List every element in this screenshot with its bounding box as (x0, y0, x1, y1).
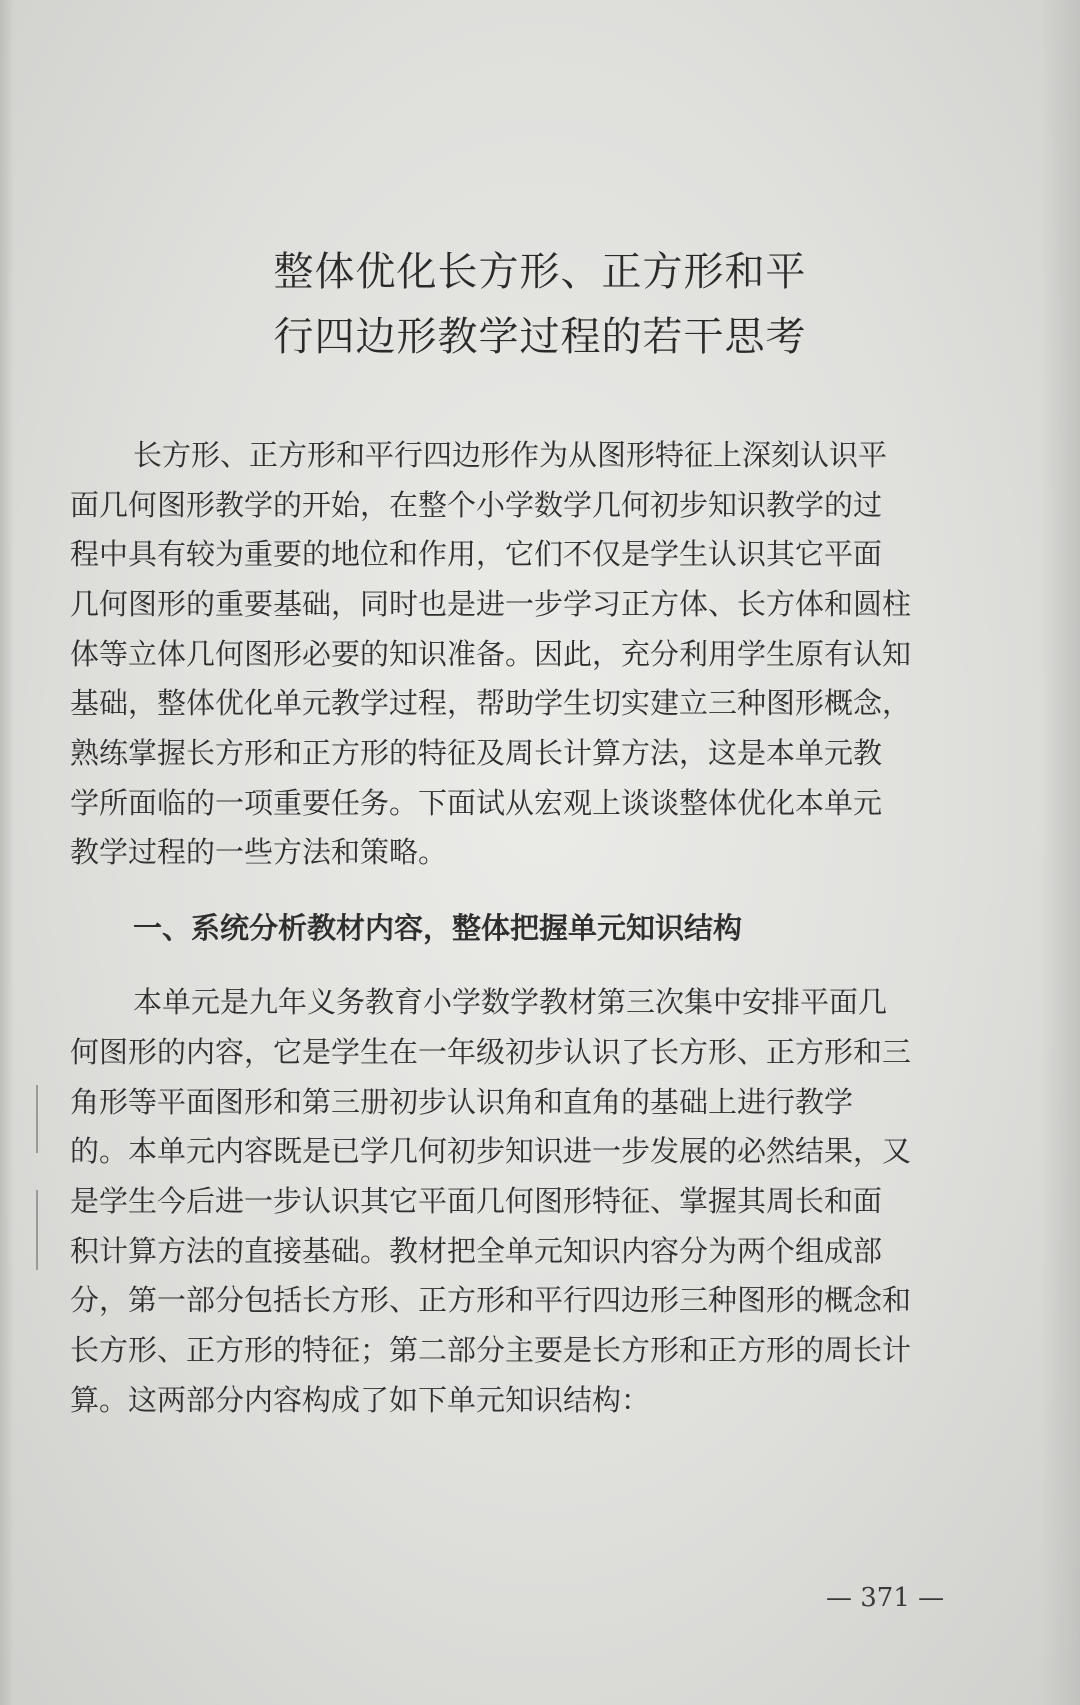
intro-line: 长方形、正方形和平行四边形作为从图形特征上深刻认识平 (133, 438, 888, 472)
article-title-line-2: 行四边形教学过程的若干思考 (273, 314, 807, 360)
section-line: 本单元是九年义务教育小学数学教材第三次集中安排平面几 (133, 985, 888, 1019)
margin-mark (36, 1085, 38, 1153)
intro-line: 教学过程的一些方法和策略。 (70, 835, 448, 869)
intro-line: 基础，整体优化单元教学过程，帮助学生切实建立三种图形概念， (70, 686, 912, 720)
section-line: 分，第一部分包括长方形、正方形和平行四边形三种图形的概念和 (70, 1283, 912, 1317)
intro-line: 体等立体几何图形必要的知识准备。因此，充分利用学生原有认知 (70, 637, 912, 671)
page-number: — 371 — (826, 1583, 945, 1613)
scan-shadow-left (0, 0, 14, 1705)
scan-shadow-right (1040, 0, 1080, 1705)
section-line: 何图形的内容，它是学生在一年级初步认识了长方形、正方形和三 (70, 1035, 912, 1069)
intro-line: 几何图形的重要基础，同时也是进一步学习正方体、长方体和圆柱 (70, 587, 912, 621)
section-line: 角形等平面图形和第三册初步认识角和直角的基础上进行教学 (70, 1085, 854, 1119)
section-line: 是学生今后进一步认识其它平面几何图形特征、掌握其周长和面 (70, 1184, 883, 1218)
intro-line: 面几何图形教学的开始，在整个小学数学几何初步知识教学的过 (70, 488, 883, 522)
intro-line: 熟练掌握长方形和正方形的特征及周长计算方法，这是本单元教 (70, 736, 883, 770)
section-line: 积计算方法的直接基础。教材把全单元知识内容分为两个组成部 (70, 1234, 883, 1268)
section-line: 长方形、正方形的特征；第二部分主要是长方形和正方形的周长计 (70, 1333, 912, 1367)
section-line: 的。本单元内容既是已学几何初步知识进一步发展的必然结果，又 (70, 1134, 912, 1168)
intro-line: 程中具有较为重要的地位和作用，它们不仅是学生认识其它平面 (70, 537, 883, 571)
margin-mark (36, 1190, 38, 1270)
section-line: 算。这两部分内容构成了如下单元知识结构： (70, 1383, 651, 1417)
section-heading: 一、系统分析教材内容，整体把握单元知识结构 (133, 911, 743, 945)
article-title-line-1: 整体优化长方形、正方形和平 (273, 249, 807, 295)
intro-line: 学所面临的一项重要任务。下面试从宏观上谈谈整体优化本单元 (70, 786, 883, 820)
